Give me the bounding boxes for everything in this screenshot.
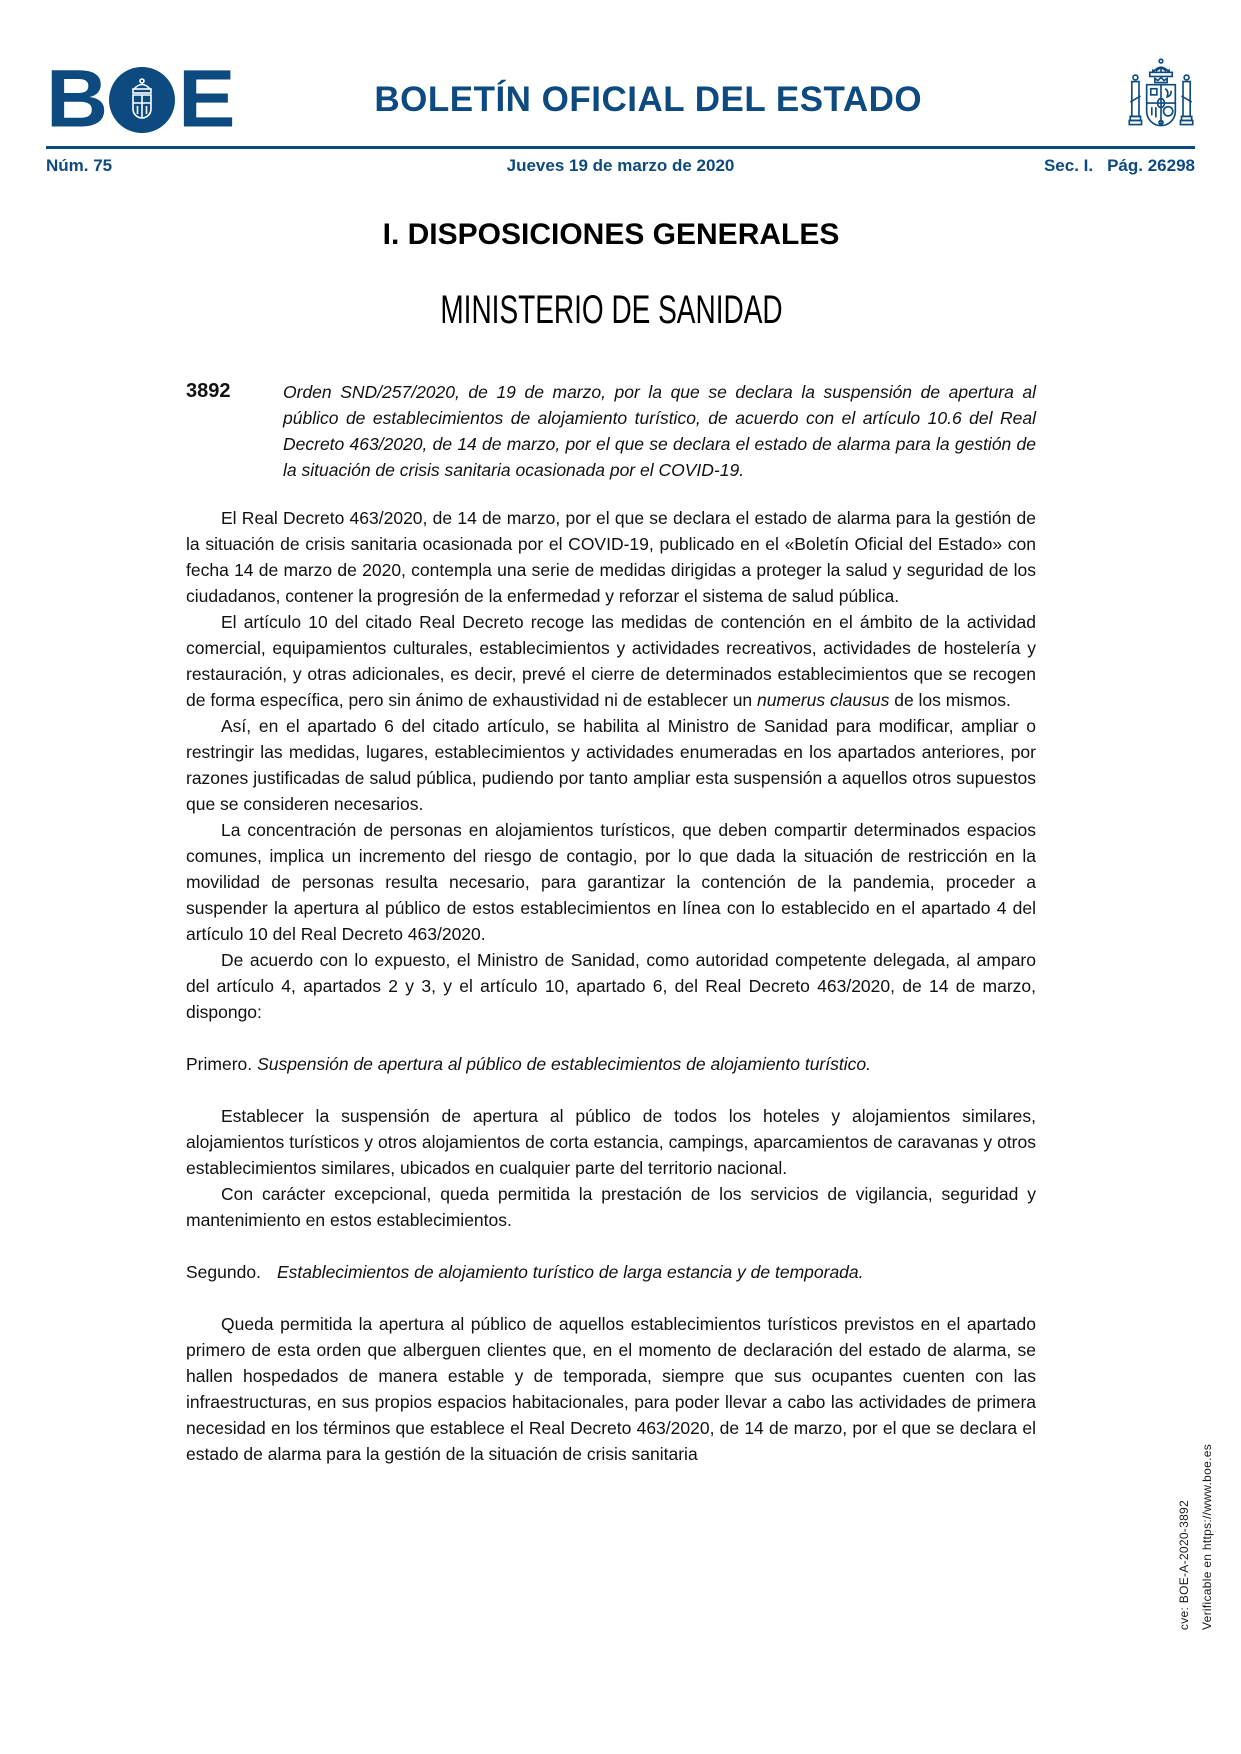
spain-coat-of-arms-icon — [1127, 57, 1195, 143]
paragraph: De acuerdo con lo expuesto, el Ministro de Sanidad, como autoridad competente delegada, al amparo del artículo 4, apartados 2 y 3, y el artículo 10, apartado 6, del Real Decreto 463/2020, de 14 de marzo, dispongo: — [186, 950, 1036, 1022]
article-heading-primero: Primero. Suspensión de apertura al público de establecimientos de alojamiento turístico. — [186, 1054, 871, 1074]
boe-logo-letter-b: B — [46, 53, 107, 146]
paragraph: Así, en el apartado 6 del citado artículo, se habilita al Ministro de Sanidad para modificar, ampliar o restringir las medidas, lugares, establecimientos y actividades enumeradas en los apartados anteriores, por razones justificadas de salud pública, pudiendo por tanto ampliar esta suspensión a aquellos otros supuestos que se consideren necesarios. — [186, 716, 1036, 814]
header-meta-row — [46, 156, 1195, 176]
document-body — [186, 218, 1036, 1467]
boe-logo-emblem-circle — [109, 67, 175, 133]
paragraph: Establecer la suspensión de apertura al público de todos los hoteles y alojamientos similares, alojamientos turísticos y otros alojamientos de corta estancia, campings, aparcamientos de caravanas y otros establecimientos similares, ubicados en cualquier parte del territorio nacional. — [186, 1106, 1036, 1178]
latin-term: numerus clausus — [757, 690, 890, 710]
section-heading: I. DISPOSICIONES GENERALES — [382, 218, 840, 251]
verification-url-vertical: Verificable en https://www.boe.es — [1200, 1444, 1214, 1630]
masthead — [46, 53, 1195, 146]
issue-number: Núm. 75 — [46, 156, 113, 175]
paragraph: La concentración de personas en alojamientos turísticos, que deben compartir determinados espacios comunes, implica un incremento del riesgo de contagio, por lo que dada la situación de restricción en la movilidad de personas resulta necesario, para garantizar la contención de la pandemia, proceder a suspender la apertura al público de estos establecimientos en línea con lo establecido en el apartado 4 del artículo 10 del Real Decreto 463/2020. — [186, 820, 1036, 944]
paragraph: El artículo 10 del citado Real Decreto recoge las medidas de contención en el ámbito de la actividad comercial, equipamientos culturales, establecimientos y actividades recreativos, actividades de hostelería y restauración, y otras adicionales, es decir, prevé el cierre de determinados establecimientos que se recogen de forma específica, pero sin ánimo de exhaustividad ni de establecer un numerus clausus de los mismos. — [186, 612, 1036, 710]
section-page — [1044, 156, 1195, 176]
coat-of-arms-wrap — [1063, 57, 1195, 143]
page-title: BOLETÍN OFICIAL DEL ESTADO — [374, 80, 923, 119]
page-number: Pág. 26298 — [1107, 156, 1195, 175]
boe-mini-coat-of-arms-icon — [124, 76, 160, 124]
paragraph: Queda permitida la apertura al público de aquellos establecimientos turísticos previstos en el apartado primero de esta orden que alberguen clientes que, en el momento de declaración del estado de alarma, se hallen hospedados de manera estable y de temporada, siempre que sus ocupantes cuenten con las infraestructuras, en sus propios espacios habitacionales, para poder llevar a cabo las actividades de primera necesidad en los términos que establece el Real Decreto 463/2020, de 14 de marzo, por el que se declara el estado de alarma para la gestión de la situación de crisis sanitaria — [186, 1314, 1036, 1464]
boe-logo-letter-e: E — [178, 53, 234, 146]
ministry-heading: MINISTERIO DE SANIDAD — [439, 288, 783, 332]
section-label: Sec. I. — [1043, 156, 1094, 175]
article-heading-segundo: Segundo. Establecimientos de alojamiento turístico de larga estancia y de temporada. — [186, 1262, 864, 1282]
page-header — [0, 53, 1241, 176]
header-divider — [46, 146, 1195, 149]
issue-date: Jueves 19 de marzo de 2020 — [506, 156, 735, 175]
cve-code-vertical: cve: BOE-A-2020-3892 — [1177, 1499, 1191, 1630]
order-summary: Orden SND/257/2020, de 19 de marzo, por la que se declara la suspensión de apertura al público de establecimientos de alojamiento turístico, de acuerdo con el artículo 10.6 del Real Decreto 463/2020, de 14 de marzo, por el que se declara el estado de alarma para la gestión de la situación de crisis sanitaria ocasionada por el COVID-19. — [283, 382, 1036, 480]
order-item — [186, 379, 1036, 483]
boe-logo — [46, 53, 234, 146]
paragraph: Con carácter excepcional, queda permitida la prestación de los servicios de vigilancia, seguridad y mantenimiento en estos establecimientos. — [186, 1184, 1036, 1230]
order-number: 3892 — [186, 380, 231, 402]
paragraph: El Real Decreto 463/2020, de 14 de marzo, por el que se declara el estado de alarma para la gestión de la situación de crisis sanitaria ocasionada por el COVID-19, publicado en el «Boletín Oficial del Estado» con fecha 14 de marzo de 2020, contempla una serie de medidas dirigidas a proteger la salud y seguridad de los ciudadanos, contener la progresión de la enfermedad y reforzar el sistema de salud pública. — [186, 508, 1036, 606]
